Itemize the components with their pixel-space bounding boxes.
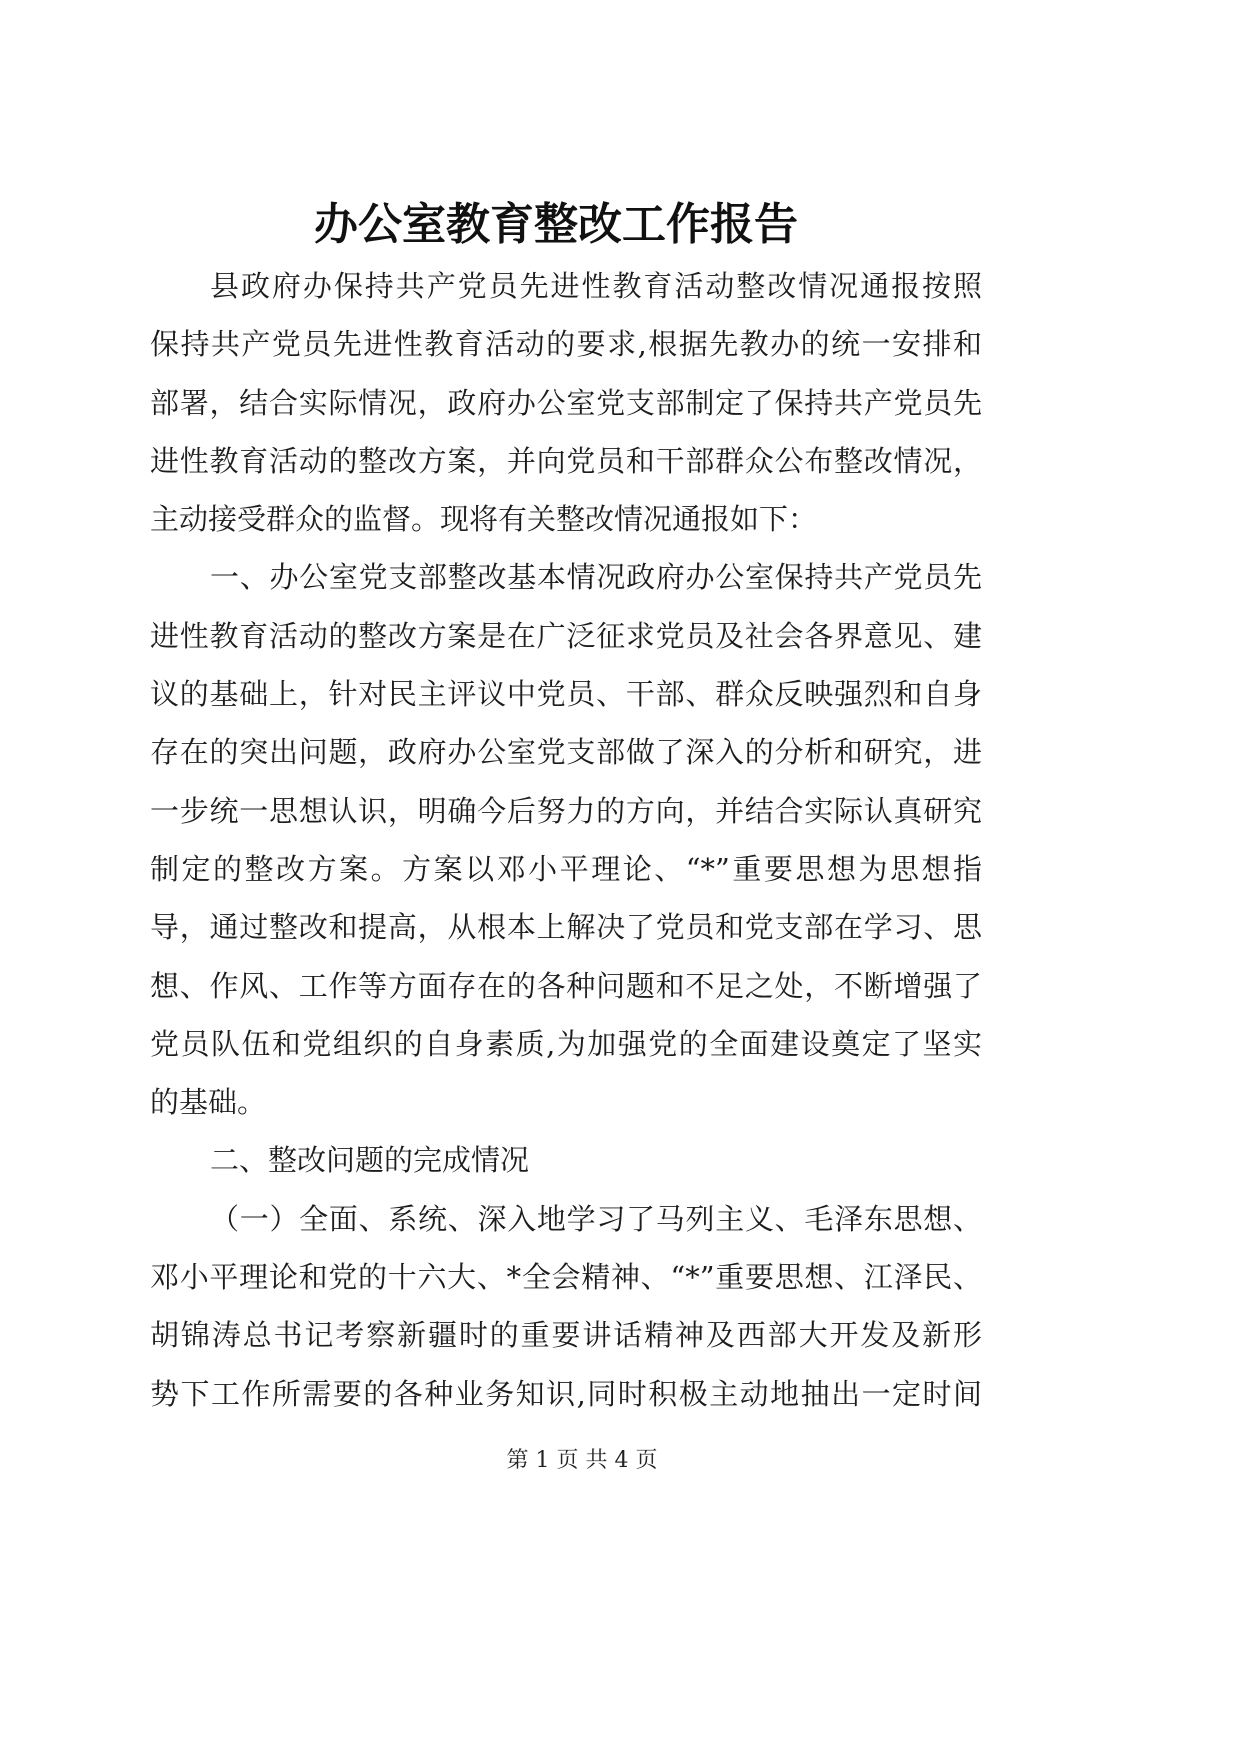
document-body: [150, 257, 982, 1423]
text-line: 胡锦涛总书记考察新疆时的重要讲话精神及西部大开发及新形: [150, 1318, 982, 1353]
text-line: （一）全面、系统、深入地学习了马列主义、毛泽东思想、: [210, 1201, 982, 1236]
page-title: 办公室教育整改工作报告: [314, 199, 798, 250]
text-line: 进性教育活动的整改方案，并向党员和干部群众公布整改情况，: [150, 443, 982, 478]
text-line: 主动接受群众的监督。现将有关整改情况通报如下：: [150, 502, 818, 537]
text-line: 进性教育活动的整改方案是在广泛征求党员及社会各界意见、建: [150, 618, 982, 653]
text-line: 制定的整改方案。方案以邓小平理论、“*”重要思想为思想指: [150, 851, 982, 886]
paragraph-3: [150, 1190, 982, 1423]
paragraph-1: [150, 257, 982, 548]
page-number-footer: 第 1 页 共 4 页: [506, 1448, 658, 1473]
text-line: 想、作风、工作等方面存在的各种问题和不足之处，不断增强了: [150, 968, 982, 1003]
text-line: 县政府办保持共产党员先进性教育活动整改情况通报按照: [210, 269, 982, 303]
text-line: 存在的突出问题，政府办公室党支部做了深入的分析和研究，进: [150, 735, 982, 770]
text-line: 导，通过整改和提高，从根本上解决了党员和党支部在学习、思: [150, 910, 982, 945]
text-line: 议的基础上，针对民主评议中党员、干部、群众反映强烈和自身: [150, 677, 982, 712]
text-line: 邓小平理论和党的十六大、*全会精神、“*”重要思想、江泽民、: [150, 1260, 982, 1295]
text-line: 势下工作所需要的各种业务知识,同时积极主动地抽出一定时间: [150, 1376, 982, 1411]
text-line: 的基础。: [150, 1085, 267, 1120]
section-heading: [150, 1131, 982, 1189]
text-line: 党员队伍和党组织的自身素质,为加强党的全面建设奠定了坚实: [150, 1026, 982, 1061]
text-line: 部署，结合实际情况，政府办公室党支部制定了保持共产党员先: [150, 385, 982, 420]
text-line: 二、整改问题的完成情况: [210, 1143, 530, 1178]
text-line: 一步统一思想认识，明确今后努力的方向，并结合实际认真研究: [150, 793, 982, 828]
text-line: 一、办公室党支部整改基本情况政府办公室保持共产党员先: [210, 560, 982, 595]
text-line: 保持共产党员先进性教育活动的要求,根据先教办的统一安排和: [150, 327, 982, 362]
paragraph-2: [150, 548, 982, 1131]
